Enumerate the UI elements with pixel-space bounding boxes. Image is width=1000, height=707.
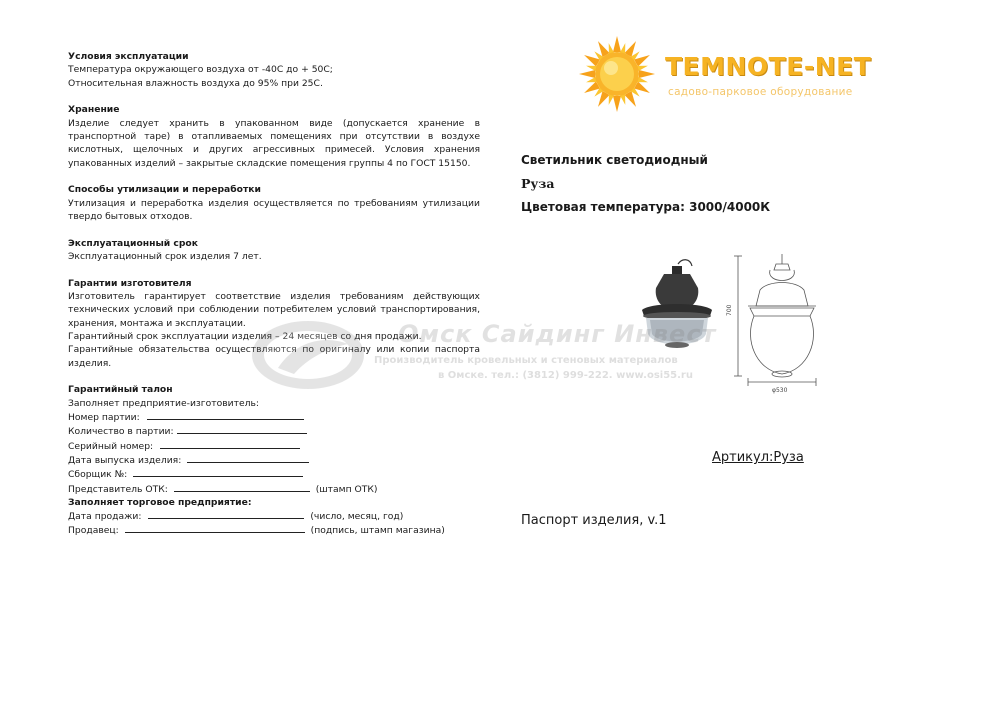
lifetime-text: Эксплуатационный срок изделия 7 лет. bbox=[68, 251, 262, 263]
batch-quantity-field[interactable] bbox=[177, 424, 307, 434]
conditions-line-1: Температура окружающего воздуха от -40С до + 50С; bbox=[68, 64, 333, 76]
otk-label: Представитель ОТК: bbox=[68, 483, 168, 495]
release-date-field[interactable] bbox=[187, 453, 309, 463]
coupon-shop-heading: Заполняет торговое предприятие: bbox=[68, 496, 252, 508]
serial-number-label: Серийный номер: bbox=[68, 440, 154, 452]
batch-quantity-label: Количество в партии: bbox=[68, 426, 174, 438]
coupon-title: Гарантийный талон bbox=[68, 384, 173, 396]
batch-number-field[interactable] bbox=[147, 410, 304, 420]
brand-name: TEMNOTE-NET bbox=[665, 52, 872, 81]
sun-icon bbox=[572, 34, 662, 114]
disposal-text: Утилизация и переработка изделия осуществляется по требованиям утилизации твердо бытовых отходов. bbox=[68, 197, 480, 222]
warranty-coupon bbox=[68, 383, 480, 537]
lifetime-section bbox=[68, 237, 480, 264]
left-column bbox=[68, 50, 480, 538]
coupon-manufacturer-heading: Заполняет предприятие-изготовитель: bbox=[68, 397, 259, 409]
product-name: Руза bbox=[521, 176, 555, 191]
otk-row bbox=[68, 482, 480, 496]
otk-stamp-note: (штамп ОТК) bbox=[315, 483, 378, 495]
product-title: Светильник светодиодный bbox=[521, 153, 708, 167]
lamp-technical-drawing bbox=[734, 254, 816, 386]
sale-date-row bbox=[68, 509, 480, 523]
article-number: Артикул:Руза bbox=[712, 450, 804, 465]
otk-field[interactable] bbox=[174, 482, 310, 492]
watermark-line-1: Производитель кровельных и стеновых материалов bbox=[374, 355, 678, 366]
watermark-line-2: в Омске. тел.: (3812) 999-222. www.osi55.ru bbox=[438, 370, 693, 381]
warranty-title: Гарантии изготовителя bbox=[68, 277, 192, 289]
seller-field[interactable] bbox=[125, 523, 305, 533]
lifetime-title: Эксплуатационный срок bbox=[68, 237, 198, 249]
passport-version: Паспорт изделия, v.1 bbox=[521, 513, 667, 528]
seller-row bbox=[68, 523, 480, 537]
diameter-dimension: φ530 bbox=[772, 387, 788, 394]
lamp-drawing bbox=[620, 250, 830, 410]
serial-number-row bbox=[68, 439, 480, 453]
storage-text: Изделие следует хранить в упакованном виде (допускается хранение в транспортной таре) в отапливаемых помещениях при отсутствии в воздухе кислотных, щелочных и других агрессивных примесей. Условия хранения упакованных изделий – закрытые складские помещения группы 4 по ГОСТ 15150. bbox=[68, 117, 480, 169]
lamp-photo bbox=[642, 260, 712, 348]
warranty-text-3: Гарантийные обязательства осуществляются по оригиналу или копии паспорта изделия. bbox=[68, 344, 480, 369]
release-date-label: Дата выпуска изделия: bbox=[68, 454, 182, 466]
conditions-line-2: Относительная влажность воздуха до 95% при 25С. bbox=[68, 77, 323, 89]
conditions-section bbox=[68, 50, 480, 90]
warranty-text-1: Изготовитель гарантирует соответствие изделия требованиям действующих технических условий при соблюдении потребителем условий транспортирования, хранения, монтажа и эксплуатации. bbox=[68, 291, 480, 329]
brand-tagline: садово-парковое оборудование bbox=[668, 86, 853, 98]
assembler-label: Сборщик №: bbox=[68, 469, 128, 481]
height-dimension: 700 bbox=[726, 304, 733, 316]
warranty-section bbox=[68, 277, 480, 370]
seller-label: Продавец: bbox=[68, 525, 119, 537]
warranty-text-2: Гарантийный срок эксплуатации изделия – 24 месяцев со дня продажи. bbox=[68, 331, 422, 343]
sale-date-field[interactable] bbox=[148, 509, 304, 519]
batch-quantity-row bbox=[68, 424, 480, 438]
assembler-row bbox=[68, 467, 480, 481]
color-temperature: Цветовая температура: 3000/4000К bbox=[521, 200, 771, 214]
company-logo bbox=[572, 34, 892, 114]
disposal-section bbox=[68, 183, 480, 223]
batch-number-row bbox=[68, 410, 480, 424]
serial-number-field[interactable] bbox=[160, 439, 300, 449]
disposal-title: Способы утилизации и переработки bbox=[68, 184, 261, 196]
sale-date-label: Дата продажи: bbox=[68, 511, 142, 523]
sale-date-note: (число, месяц, год) bbox=[310, 511, 404, 523]
batch-number-label: Номер партии: bbox=[68, 412, 140, 424]
assembler-field[interactable] bbox=[133, 467, 303, 477]
lamp-illustration bbox=[620, 250, 830, 410]
release-date-row bbox=[68, 453, 480, 467]
watermark-title: Омск Сайдинг Инвест bbox=[398, 320, 717, 348]
conditions-title: Условия эксплуатации bbox=[68, 51, 189, 62]
seller-note: (подпись, штамп магазина) bbox=[310, 525, 445, 537]
storage-section bbox=[68, 103, 480, 169]
storage-title: Хранение bbox=[68, 104, 120, 116]
